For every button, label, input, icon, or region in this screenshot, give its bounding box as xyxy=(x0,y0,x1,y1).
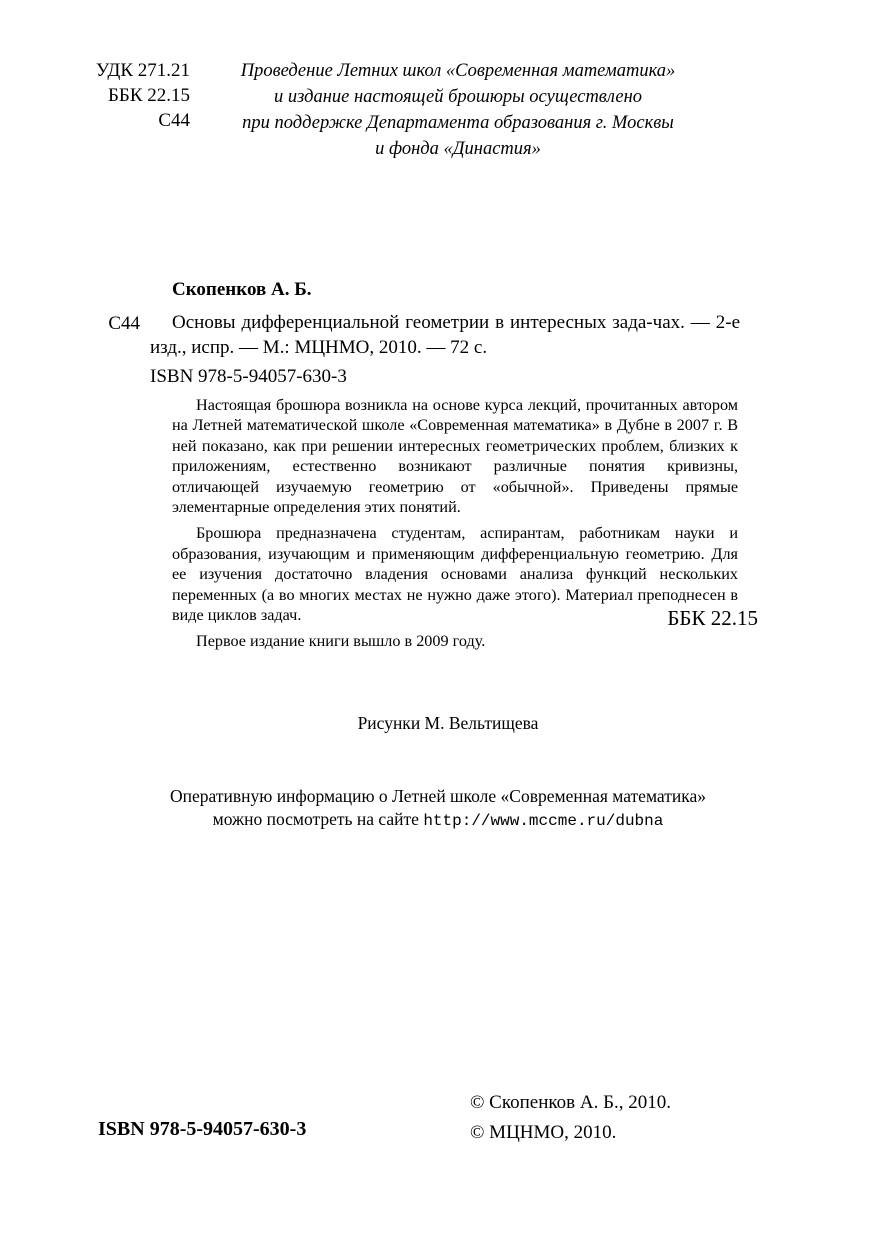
bbk-code-right: ББК 22.15 xyxy=(667,606,758,630)
support-note xyxy=(198,58,718,162)
annotation-paragraph-1: Настоящая брошюра возникла на основе курса лекций, прочитанных автором на Летней математической школе «Современная математика» в Дубне в 2007 г. В ней показано, как при решении интересных геометрических проблем, близких к приложениям, естественно возникают различные понятия кривизны, отличающей изучаемую геометрию от «обычной». Приведены прямые элементарные определения этих понятий. xyxy=(172,396,738,517)
isbn-line: ISBN 978-5-94057-630-3 xyxy=(150,366,347,387)
page-footer xyxy=(0,1088,876,1148)
book-title-line: Основы дифференциальной геометрии в интересных зада-чах. — 2-е изд., испр. — М.: МЦНМО, 2010. — 72 с. xyxy=(150,312,740,358)
school-info-line-2-prefix: можно посмотреть на сайте xyxy=(212,809,424,829)
school-website-url[interactable]: http://www.mccme.ru/dubna xyxy=(423,812,664,830)
shelf-code-top: С44 xyxy=(158,110,190,131)
annotation-paragraph-3: Первое издание книги вышло в 2009 году. xyxy=(196,632,486,651)
record-body xyxy=(150,310,740,389)
school-info-block xyxy=(0,785,876,833)
illustrator-credit: Рисунки М. Вельтищева xyxy=(357,713,539,733)
bibliographic-record xyxy=(0,278,876,652)
annotation-paragraph-2: Брошюра предназначена студентам, аспирантам, работникам науки и образования, изучающим и применяющим дифференциальную геометрию. Для ее изучения достаточно владения основами анализа функций нескольких переменных (а во многих местах не нужно даже этого). Материал преподнесен в виде циклов задач. xyxy=(172,524,738,625)
school-info-line-2 xyxy=(0,808,876,833)
bbk-code: ББК 22.15 xyxy=(108,85,190,106)
support-note-line-3: при поддержке Департамента образования г. Москвы xyxy=(242,113,674,133)
classification-codes xyxy=(0,58,198,133)
support-note-line-2: и издание настоящей брошюры осуществлено xyxy=(273,87,642,107)
school-info-line-1: Оперативную информацию о Летней школе «Современная математика» xyxy=(170,786,706,806)
top-block xyxy=(0,58,876,162)
copyright-block xyxy=(470,1088,770,1148)
udk-code: УДК 271.21 xyxy=(95,60,190,81)
support-note-line-4: и фонда «Династия» xyxy=(375,139,541,159)
copyright-publisher: © МЦНМО, 2010. xyxy=(470,1122,617,1143)
isbn-footer: ISBN 978-5-94057-630-3 xyxy=(98,1118,307,1140)
shelf-code: С44 xyxy=(108,313,140,334)
record-row xyxy=(0,310,876,389)
support-note-line-1: Проведение Летних школ «Современная математика» xyxy=(240,61,676,81)
author-name: Скопенков А. Б. xyxy=(172,279,312,300)
copyright-author: © Скопенков А. Б., 2010. xyxy=(470,1092,672,1113)
